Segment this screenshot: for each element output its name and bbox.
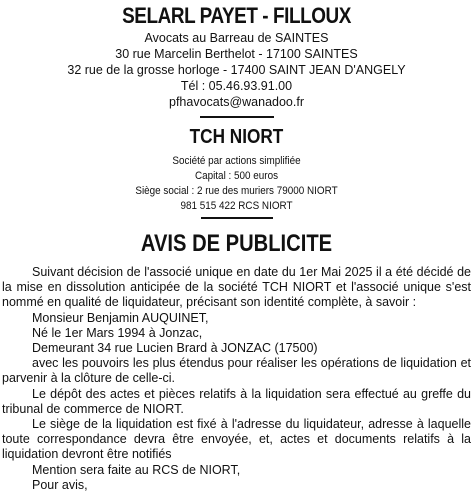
divider [200,116,274,118]
legal-notice [0,3,473,492]
paragraph-rcs-mention: Mention sera faite au RCS de NIORT, [32,462,241,477]
divider [201,217,273,219]
firm-address-saint-jean: 32 rue de la grosse horloge - 17400 SAINT JEAN D'ANGELY [67,63,406,77]
company-details [25,154,447,214]
firm-bar: Avocats au Barreau de SAINTES [144,31,329,45]
company-header [2,126,471,219]
paragraph-liquidation-seat: Le siège de la liquidation est fixé à l'adresse du liquidateur, adresse à laquelle toute correspondance devra être envoyée, et, actes et documents relatifs à la liquidation devront être notifiés [2,417,471,462]
firm-phone: Tél : 05.46.93.91.00 [180,79,293,93]
paragraph-powers: avec les pouvoirs les plus étendus pour réaliser les opérations de liquidation et parvenir à la clôture de celle-ci. [2,356,471,386]
paragraph-liquidator-name: Monsieur Benjamin AUQUINET, [32,310,209,325]
company-name: TCH NIORT [189,126,284,148]
firm-name: SELARL PAYET - FILLOUX [122,3,351,28]
paragraph-filing: Le dépôt des actes et pièces relatifs à la liquidation sera effectué au greffe du tribunal de commerce de NIORT. [2,386,471,416]
company-registration: 981 515 422 RCS NIORT [180,200,293,212]
notice-body [2,265,471,493]
firm-email: pfhavocats@wanadoo.fr [169,95,304,109]
paragraph-decision: Suivant décision de l'associé unique en date du 1er Mai 2025 il a été décidé de la mise en dissolution anticipée de la société TCH NIORT et l'associé unique s'est nommé en qualité de liquidateur, précisant son identité complète, à savoir : [2,265,471,310]
firm-header [2,4,471,118]
company-registered-office: Siège social : 2 rue des muriers 79000 NIORT [135,185,338,197]
notice-title: AVIS DE PUBLICITE [140,230,333,257]
company-legal-form: Société par actions simplifiée [172,155,301,167]
firm-details [2,30,471,110]
firm-address-saintes: 30 rue Marcelin Berthelot - 17100 SAINTES [115,47,358,61]
paragraph-liquidator-birth: Né le 1er Mars 1994 à Jonzac, [32,325,203,340]
company-capital: Capital : 500 euros [194,170,279,182]
paragraph-closing: Pour avis, [32,477,88,492]
paragraph-liquidator-address: Demeurant 34 rue Lucien Brard à JONZAC (17500) [32,341,318,356]
